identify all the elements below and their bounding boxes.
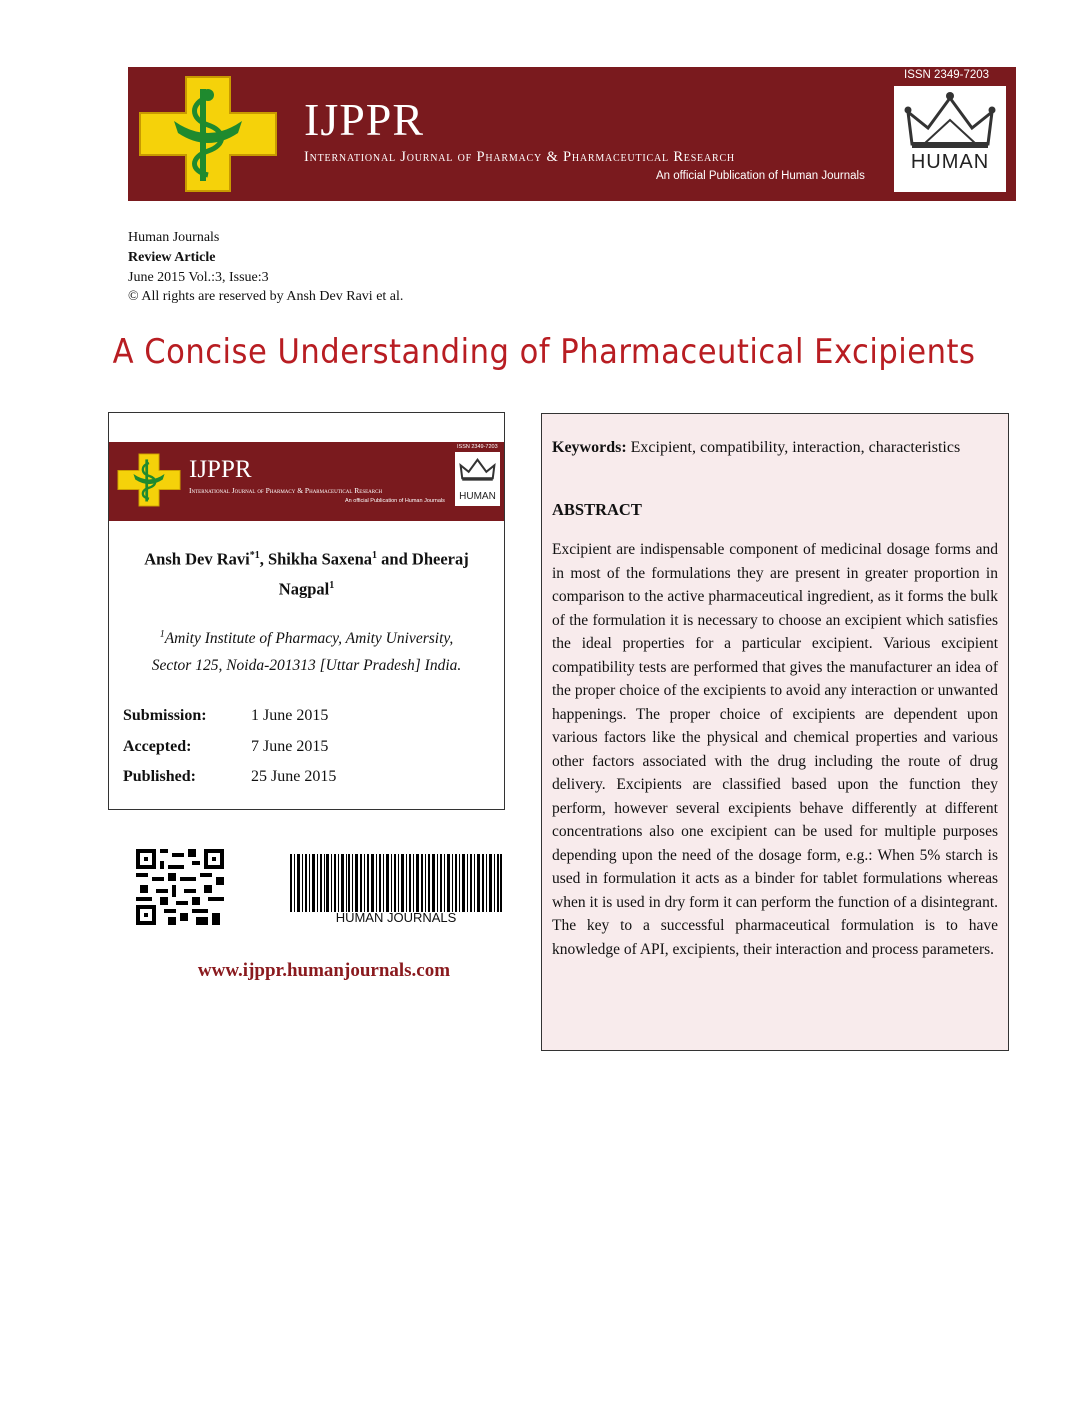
pharmacy-cross-logo — [117, 448, 181, 512]
affiliation-line-2: Sector 125, Noida-201313 [Uttar Pradesh] India. — [151, 657, 462, 674]
human-logo — [894, 86, 1006, 192]
journal-banner — [128, 67, 1016, 201]
mini-journal-tagline: An official Publication of Human Journals — [345, 498, 445, 504]
pharmacy-cross-logo — [138, 75, 278, 193]
human-logo-text: HUMAN — [910, 151, 990, 173]
mini-human-logo-text: HUMAN — [459, 491, 496, 502]
date-accepted: Accepted: 7 June 2015 — [123, 738, 329, 755]
issn: ISSN 2349-7203 — [904, 69, 990, 81]
barcode-label: HUMAN JOURNALS — [335, 910, 457, 925]
issue-info: June 2015 Vol.:3, Issue:3 — [128, 270, 269, 285]
crown-icon — [894, 86, 1006, 156]
date-published: Published: 25 June 2015 — [123, 768, 337, 785]
article-type: Review Article — [128, 250, 216, 265]
mini-human-logo — [455, 452, 500, 506]
mini-journal-banner — [109, 442, 504, 521]
qr-code-icon — [136, 849, 224, 925]
journal-full-name: International Journal of Pharmacy & Pharmaceutical Research — [304, 149, 735, 165]
crown-icon — [455, 452, 500, 486]
publisher-name: Human Journals — [128, 230, 220, 245]
barcode-icon — [290, 854, 502, 912]
date-submission: Submission: 1 June 2015 — [123, 707, 329, 724]
article-title: A Concise Understanding of Pharmaceutical Excipients — [112, 332, 976, 372]
keywords: Keywords: Excipient, compatibility, interaction, characteristics — [552, 439, 961, 456]
authors-line-2: Nagpal$^1$ — [278, 579, 335, 599]
abstract-text: Excipient are indispensable component of medicinal dosage forms and in most of the formulations they are present in greater proportion in comparison to the active pharmaceutical ingredient, as it forms the bulk of the formulation it is necessary to choose an excipient which satisfies the ideal properties for a particular excipient. Various excipient compatibility tests are performed that gives the manufacturer an idea of the proper choice of the excipients to avoid any interaction or unwanted happenings. The proper choice of excipients are dependent upon various factors like the physical and chemical properties and various other factors associated with the drug including the route of drug delivery. Excipients are classified based upon the function they perform, however several excipients behave differently at different concentrations also one excipient can be used for multiple purposes depending upon the need of the dosage form, e.g.: When 5% starch is used in formulation it acts as a binder for tablet formulations whereas when it is used in dry form it can perform the function of a disintegrant. The key to a successful pharmaceutical formulation is to have knowledge of API, excipients, their interaction and process parameters. — [552, 541, 998, 958]
affiliation-line-1: $^1$Amity Institute of Pharmacy, Amity University, — [159, 629, 454, 648]
rights-notice: © All rights are reserved by Ansh Dev Ravi et al. — [128, 289, 404, 304]
journal-tagline: An official Publication of Human Journals — [656, 170, 865, 182]
journal-abbrev: IJPPR — [304, 94, 425, 145]
abstract-heading: ABSTRACT — [552, 500, 642, 519]
mini-journal-abbrev: IJPPR — [189, 456, 252, 483]
mini-issn: ISSN 2349-7203 — [457, 444, 498, 450]
abstract-box — [541, 413, 1009, 1051]
mini-journal-full-name: International Journal of Pharmacy & Pharmaceutical Research — [189, 486, 383, 495]
author-info-box — [108, 412, 505, 810]
journal-website-link[interactable]: www.ijppr.humanjournals.com — [197, 960, 451, 981]
authors-line-1: Ansh Dev Ravi$^{*1}$, Shikha Saxena$^1$ and Dheeraj — [144, 549, 469, 569]
